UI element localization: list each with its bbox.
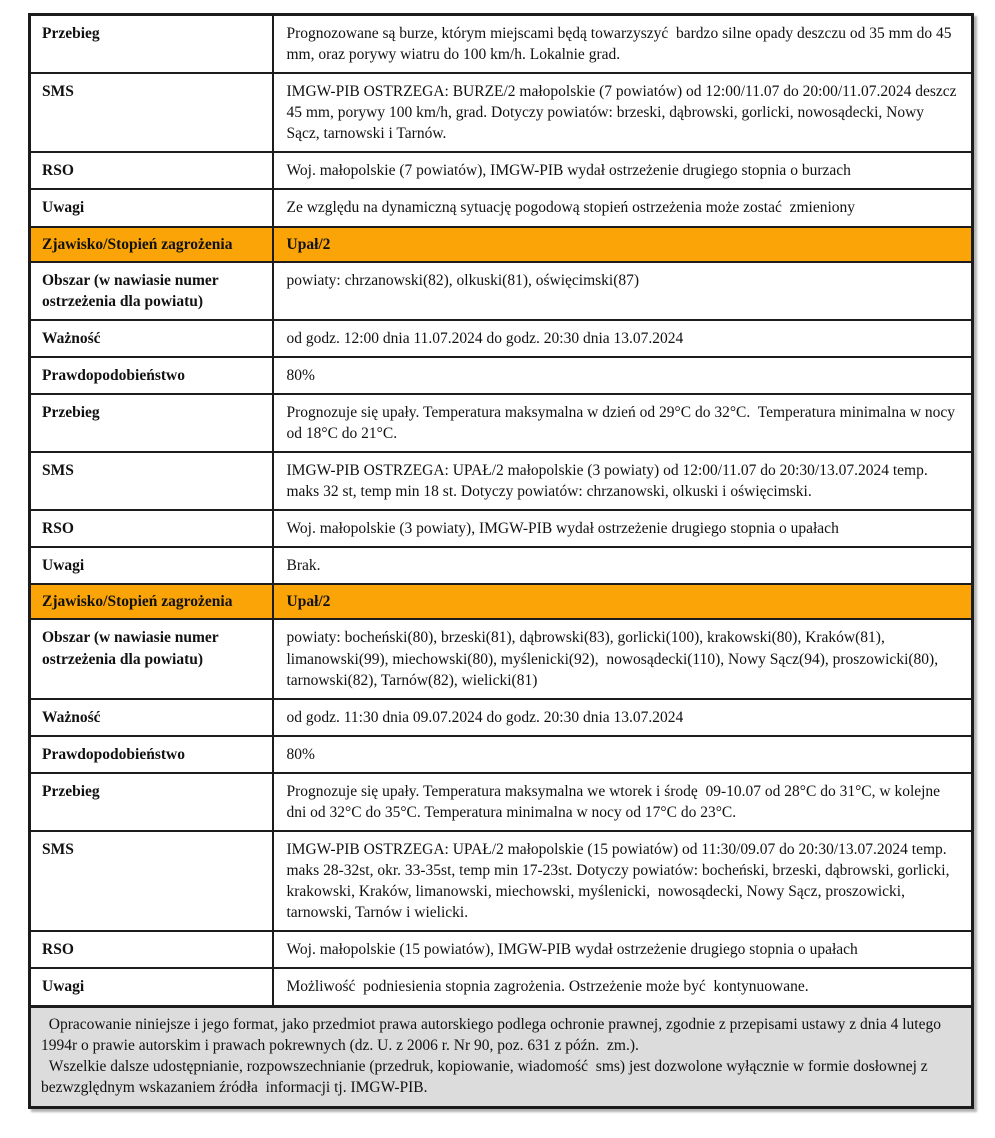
row-value: Woj. małopolskie (3 powiaty), IMGW-PIB wydał ostrzeżenie drugiego stopnia o upałach — [273, 510, 973, 547]
row-value: Woj. małopolskie (7 powiatów), IMGW-PIB wydał ostrzeżenie drugiego stopnia o burzach — [273, 152, 973, 189]
table-row — [30, 619, 973, 698]
row-label: SMS — [30, 831, 273, 931]
row-value: Prognozowane są burze, którym miejscami będą towarzyszyć bardzo silne opady deszczu od 35 mm do 45 mm, oraz porywy wiatru do 100 km/h. Lokalnie grad. — [273, 15, 973, 74]
phenomenon-header-row — [30, 227, 973, 262]
row-value: powiaty: chrzanowski(82), olkuski(81), oświęcimski(87) — [273, 262, 973, 320]
row-value: Prognozuje się upały. Temperatura maksymalna we wtorek i środę 09-10.07 od 28°C do 31°C, w kolejne dni od 32°C do 35°C. Temperatura minimalna w nocy od 17°C do 23°C. — [273, 773, 973, 831]
warning-table-body — [30, 15, 973, 1007]
row-label: RSO — [30, 931, 273, 968]
table-row — [30, 357, 973, 394]
row-label: Zjawisko/Stopień zagrożenia — [30, 584, 273, 619]
table-row — [30, 968, 973, 1006]
row-label: Uwagi — [30, 189, 273, 226]
row-label: Uwagi — [30, 968, 273, 1006]
table-row — [30, 320, 973, 357]
warning-table — [28, 13, 974, 1008]
table-row — [30, 452, 973, 510]
row-label: Obszar (w nawiasie numer ostrzeżenia dla powiatu) — [30, 262, 273, 320]
row-value: Brak. — [273, 547, 973, 584]
table-row — [30, 736, 973, 773]
table-row — [30, 152, 973, 189]
row-value: Możliwość podniesienia stopnia zagrożenia. Ostrzeżenie może być kontynuowane. — [273, 968, 973, 1006]
row-value: 80% — [273, 357, 973, 394]
row-label: Prawdopodobieństwo — [30, 357, 273, 394]
table-row — [30, 15, 973, 74]
row-value: od godz. 12:00 dnia 11.07.2024 do godz. 20:30 dnia 13.07.2024 — [273, 320, 973, 357]
row-label: SMS — [30, 452, 273, 510]
copyright-line-1: Opracowanie niniejsze i jego format, jako przedmiot prawa autorskiego podlega ochronie prawnej, zgodnie z przepisami ustawy z dnia 4 lutego 1994r o prawie autorskim i prawach pokrewnych (dz. U. z 2006 r. Nr 90, poz. 631 z późn. zm.). — [41, 1015, 945, 1054]
row-value: powiaty: bocheński(80), brzeski(81), dąbrowski(83), gorlicki(100), krakowski(80), Kraków(81), limanowski(99), miechowski(80), myślenicki(92), nowosądecki(110), Nowy Sącz(94), proszowicki(80), tarnowski(82), Tarnów(82), wielicki(81) — [273, 619, 973, 698]
row-value: Upał/2 — [273, 227, 973, 262]
table-row — [30, 547, 973, 584]
row-value: od godz. 11:30 dnia 09.07.2024 do godz. 20:30 dnia 13.07.2024 — [273, 699, 973, 736]
row-label: Przebieg — [30, 15, 273, 74]
table-row — [30, 510, 973, 547]
table-row — [30, 189, 973, 226]
row-label: Prawdopodobieństwo — [30, 736, 273, 773]
row-value: Woj. małopolskie (15 powiatów), IMGW-PIB wydał ostrzeżenie drugiego stopnia o upałach — [273, 931, 973, 968]
row-label: Zjawisko/Stopień zagrożenia — [30, 227, 273, 262]
row-label: Ważność — [30, 320, 273, 357]
row-label: Ważność — [30, 699, 273, 736]
row-value: 80% — [273, 736, 973, 773]
row-value: IMGW-PIB OSTRZEGA: UPAŁ/2 małopolskie (3 powiaty) od 12:00/11.07 do 20:30/13.07.2024 temp. maks 32 st, temp min 18 st. Dotyczy powiatów: chrzanowski, olkuski i oświęcimski. — [273, 452, 973, 510]
row-label: RSO — [30, 510, 273, 547]
row-label: Przebieg — [30, 394, 273, 452]
table-row — [30, 931, 973, 968]
warning-bulletin — [28, 13, 974, 1109]
copyright-line-2: Wszelkie dalsze udostępnianie, rozpowszechnianie (przedruk, kopiowanie, wiadomość sms) jest dozwolone wyłącznie w formie dosłownej z bezwzględnym wskazaniem źródła informacji tj. IMGW-PIB. — [41, 1057, 932, 1096]
table-row — [30, 73, 973, 152]
phenomenon-header-row — [30, 584, 973, 619]
row-label: Przebieg — [30, 773, 273, 831]
table-row — [30, 773, 973, 831]
row-value: Prognozuje się upały. Temperatura maksymalna w dzień od 29°C do 32°C. Temperatura minimalna w nocy od 18°C do 21°C. — [273, 394, 973, 452]
table-row — [30, 394, 973, 452]
table-row — [30, 262, 973, 320]
row-value: Ze względu na dynamiczną sytuację pogodową stopień ostrzeżenia może zostać zmieniony — [273, 189, 973, 226]
row-label: RSO — [30, 152, 273, 189]
table-row — [30, 831, 973, 931]
row-value: IMGW-PIB OSTRZEGA: UPAŁ/2 małopolskie (15 powiatów) od 11:30/09.07 do 20:30/13.07.2024 temp. maks 28-32st, okr. 33-35st, temp min 17-23st. Dotyczy powiatów: bocheński, brzeski, dąbrowski, gorlicki, krakowski, Kraków, limanowski, miechowski, myślenicki, nowosądecki, Nowy Sącz, proszowicki, tarnowski, Tarnów i wielicki. — [273, 831, 973, 931]
row-label: Uwagi — [30, 547, 273, 584]
row-value: IMGW-PIB OSTRZEGA: BURZE/2 małopolskie (7 powiatów) od 12:00/11.07 do 20:00/11.07.2024 deszcz 45 mm, porywy 100 km/h, grad. Dotyczy powiatów: brzeski, dąbrowski, gorlicki, nowosądecki, Nowy Sącz, tarnowski i Tarnów. — [273, 73, 973, 152]
copyright-notice — [28, 1008, 974, 1109]
row-label: SMS — [30, 73, 273, 152]
table-row — [30, 699, 973, 736]
row-label: Obszar (w nawiasie numer ostrzeżenia dla powiatu) — [30, 619, 273, 698]
row-value: Upał/2 — [273, 584, 973, 619]
